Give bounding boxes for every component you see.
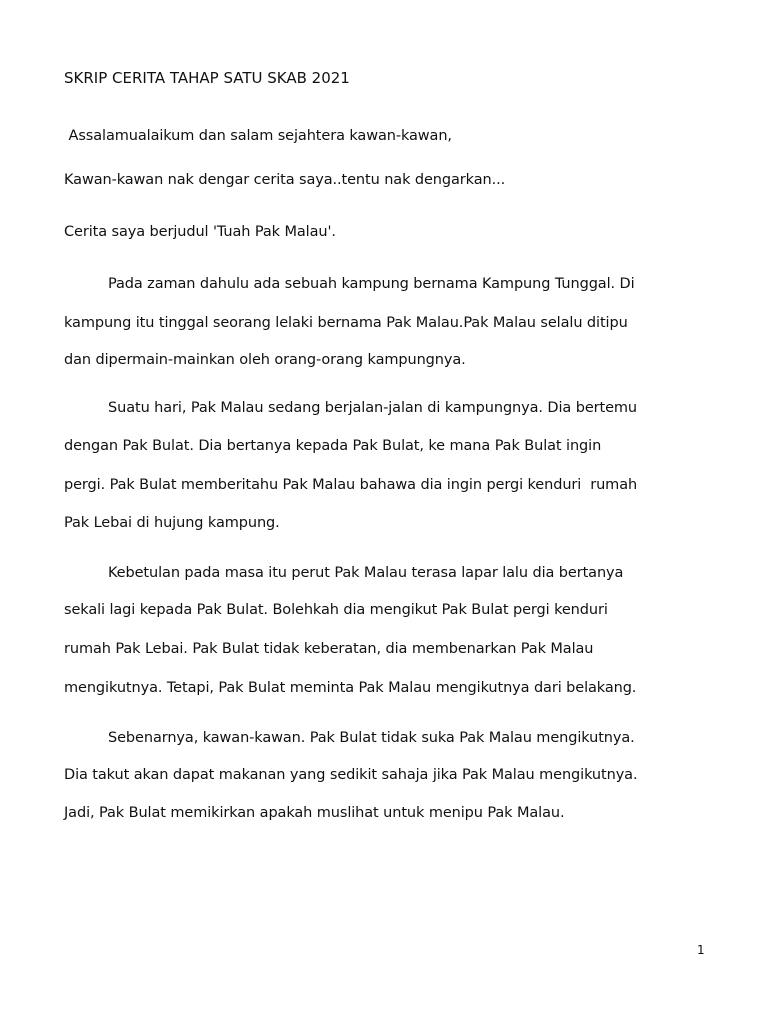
paragraph-line: Pak Lebai di hujung kampung. (64, 515, 280, 531)
document-title: SKRIP CERITA TAHAP SATU SKAB 2021 (64, 69, 350, 87)
story-title-line: Cerita saya berjudul 'Tuah Pak Malau'. (64, 224, 336, 240)
paragraph-line: mengikutnya. Tetapi, Pak Bulat meminta Pak Malau mengikutnya dari belakang. (64, 680, 637, 696)
paragraph-line: dan dipermain-mainkan oleh orang-orang kampungnya. (64, 352, 466, 368)
paragraph-line: Dia takut akan dapat makanan yang sedikit sahaja jika Pak Malau mengikutnya. (64, 767, 638, 783)
paragraph-line: pergi. Pak Bulat memberitahu Pak Malau bahawa dia ingin pergi kenduri rumah (64, 477, 638, 493)
paragraph-line: dengan Pak Bulat. Dia bertanya kepada Pak Bulat, ke mana Pak Bulat ingin (64, 438, 602, 454)
paragraph-line: Suatu hari, Pak Malau sedang berjalan-jalan di kampungnya. Dia bertemu (108, 400, 638, 416)
paragraph-line: Pada zaman dahulu ada sebuah kampung bernama Kampung Tunggal. Di (108, 276, 635, 292)
paragraph-line: sekali lagi kepada Pak Bulat. Bolehkah dia mengikut Pak Bulat pergi kenduri (64, 602, 608, 618)
paragraph-line: Jadi, Pak Bulat memikirkan apakah muslihat untuk menipu Pak Malau. (64, 805, 565, 821)
paragraph-line: rumah Pak Lebai. Pak Bulat tidak keberatan, dia membenarkan Pak Malau (64, 641, 594, 657)
paragraph-line: kampung itu tinggal seorang lelaki bernama Pak Malau.Pak Malau selalu ditipu (64, 315, 628, 331)
page-number: 1 (697, 943, 705, 957)
paragraph-line: Sebenarnya, kawan-kawan. Pak Bulat tidak suka Pak Malau mengikutnya. (108, 730, 635, 746)
greeting-line: Assalamualaikum dan salam sejahtera kawan-kawan, (64, 128, 452, 144)
intro-line: Kawan-kawan nak dengar cerita saya..tentu nak dengarkan... (64, 172, 506, 188)
paragraph-line: Kebetulan pada masa itu perut Pak Malau terasa lapar lalu dia bertanya (108, 565, 624, 581)
